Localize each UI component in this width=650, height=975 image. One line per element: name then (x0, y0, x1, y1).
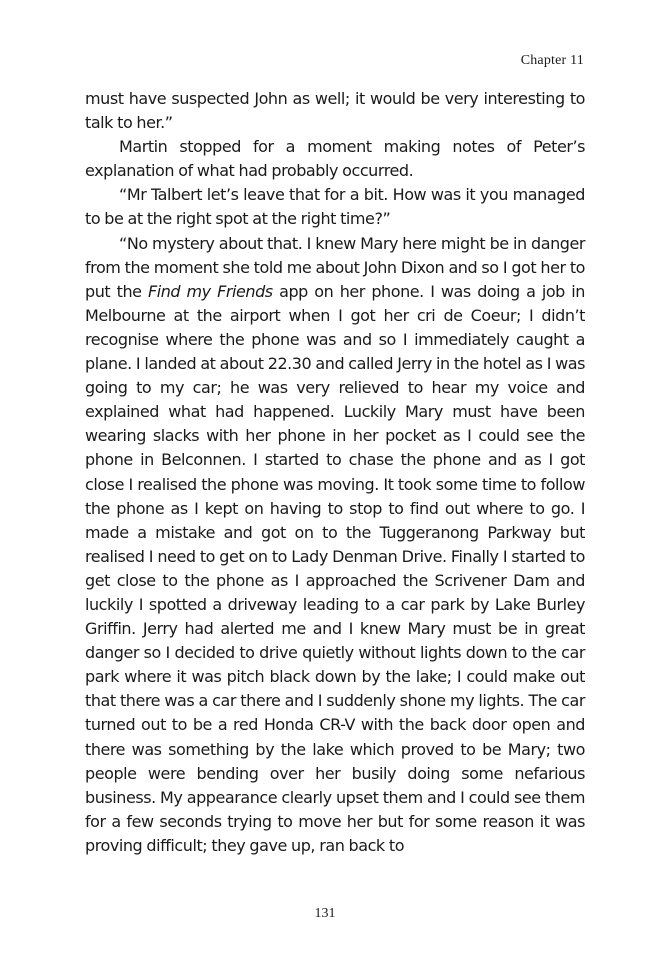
page-number: 131 (314, 906, 336, 921)
paragraph-martin-notes: Martin stopped for a moment making notes of Peter’s explanation of what had probably occurred. (85, 137, 585, 181)
explanation-text-rest: app on her phone. I was doing a job in Melbourne at the airport when I got her cri de Coeur; I didn’t recognise where the phone was and so I immediately caught a plane. I landed at about 22.30 and called Jerry in the hotel as I was going to my car; he was very relieved to hear my voice and explained what had happened. Luckily Mary must have been wearing slacks with her phone in her pocket as I could see the phone in Belconnen. I started to chase the phone and as I got close I realised the phone was moving. It took some time to follow the phone as I kept on having to stop to find out where to go. I made a mistake and got on to the Tuggeranong Parkway but realised I need to get on to Lady Denman Drive. Finally I started to get close to the phone as I approached the Scrivener Dam and luckily I spotted a driveway leading to a car park by Lake Burley Griffin. Jerry had alerted me and I knew Mary must be in great danger so I decided to drive quietly without lights down to the car park where it was pitch black down by the lake; I could make out that there was a car there and I suddenly shone my lights. The car turned out to be a red Honda CR-V with the back door open and there was something by the lake which proved to be Mary; two people were bending over her busily doing some nefarious business. My appearance clearly upset them and I could see them for a few seconds trying to move her but for some reason it was proving difficult; they gave up, ran back to (85, 281, 585, 855)
body-text (85, 87, 585, 858)
paragraph-continued: must have suspected John as well; it would be very interesting to talk to her.” (85, 89, 585, 133)
paragraph-question: “Mr Talbert let’s leave that for a bit. How was it you managed to be at the right spot at the right time?” (85, 185, 585, 229)
app-name-italic: Find my Friends (147, 281, 273, 301)
explanation-text-start: “No mystery about that. I knew Mary here might be in danger from the moment she told me about John Dixon and so I got her to put the (85, 233, 585, 301)
paragraph-explanation (85, 232, 585, 858)
running-head-chapter: Chapter 11 (520, 53, 584, 68)
